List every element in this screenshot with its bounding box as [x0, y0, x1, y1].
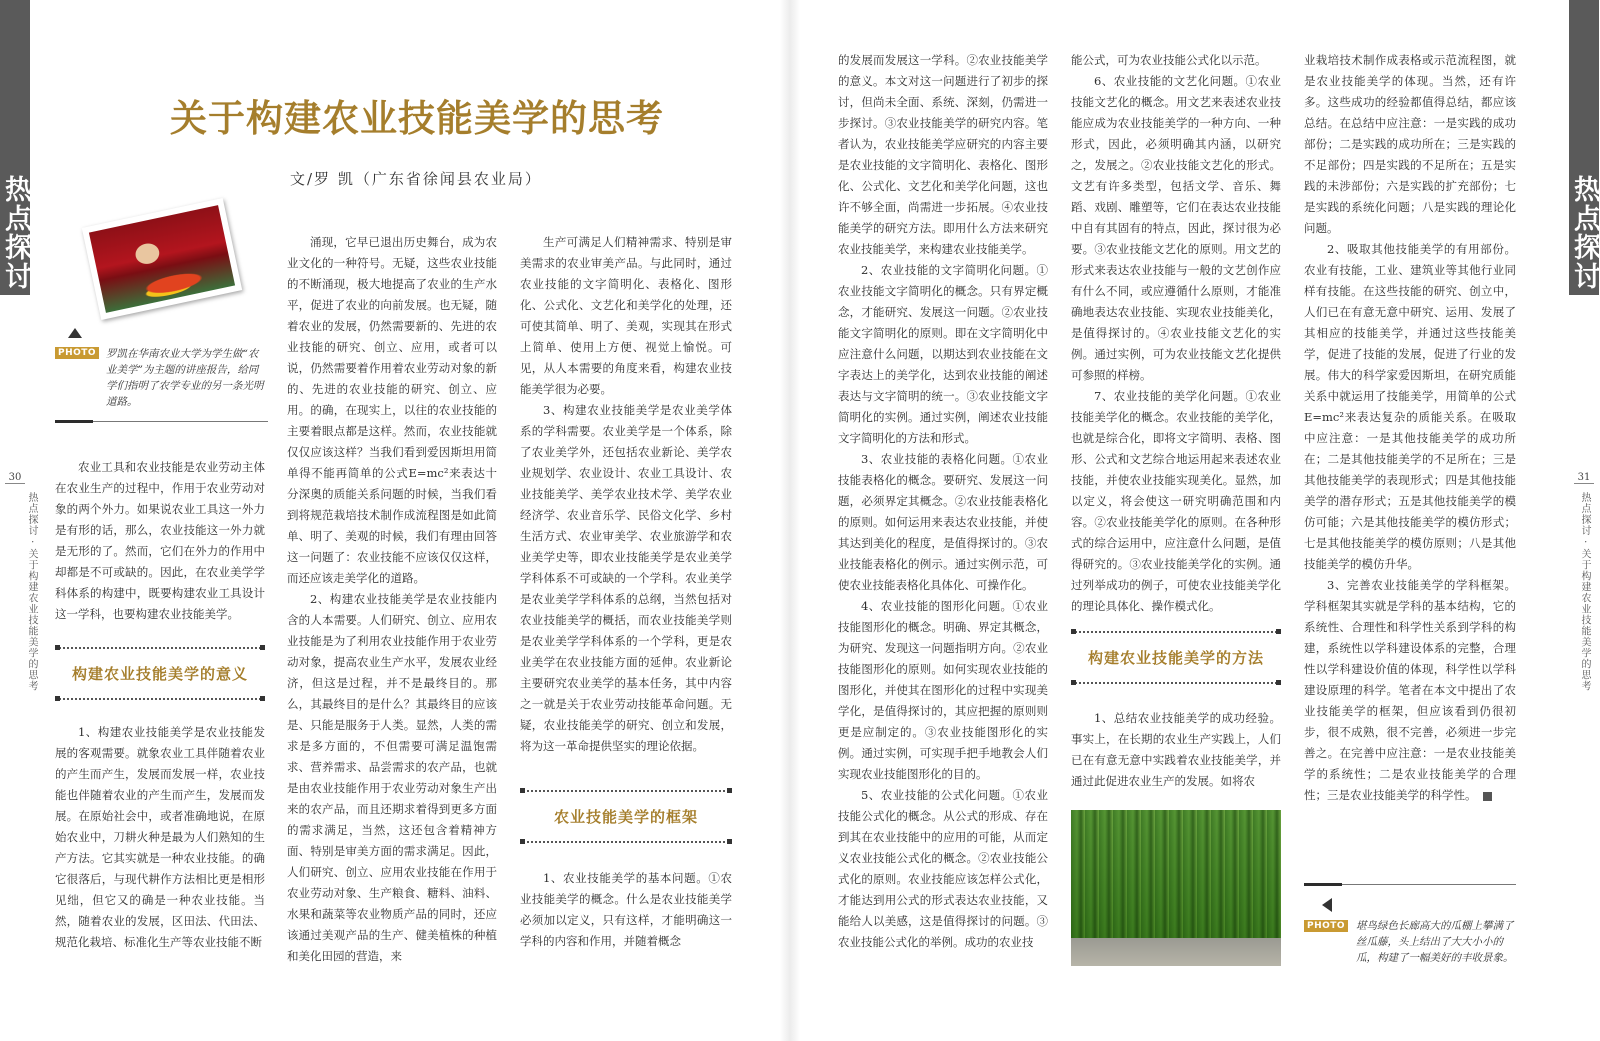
dotted-rule	[520, 790, 732, 792]
caption-rule-thin	[1342, 884, 1516, 885]
divider	[1574, 483, 1594, 484]
column-5-bottom	[1071, 708, 1281, 794]
paragraph: 2、农业技能的文字简明化问题。①农业技能文字简明化的概念。只有界定概念，才能研究、发展这一问题。②农业技能文字简明化的原则。即在文字简明化中应注意什么问题，以期达到农业技能在文字表达上的美学化，达到农业技能的阐述表达与文字简明的统一。③农业技能文字简明化的实例。通过实例，阐述农业技能文字简明化的方法和形式。	[838, 263, 1048, 445]
speaker-photo	[82, 198, 242, 320]
section-tab-left	[0, 0, 30, 295]
photo-label: PHOTO	[55, 347, 99, 359]
page-number-left: 30	[8, 472, 22, 483]
paragraph: 涌现，它早已退出历史舞台，成为农业文化的一种符号。无疑，这些农业技能的不断涌现，极大地提高了农业的生产水平，促进了农业的向前发展。也无疑，随着农业的发展，仍然需要新的、先进的农业技能的研究、创立、应用，或者可以说，仍然需要着作用着农业劳动对象的新的、先进的农业技能的研究、创立、应用。的确，在现实上，以往的农业技能的主要着眼点都是这样。然而，农业技能就仅仅应该这样？当我们看到爱因斯坦用简单得不能再简单的公式E=mc²来表达十分深奥的质能关系问题的时候，当我们看到将规范栽培技术制作成流程图是如此简单、明了、美观的时候，我们有理由回答这一问题了：农业技能不应该仅仅这样，而还应该走美学化的道路。	[287, 235, 497, 585]
divider	[5, 483, 25, 484]
column-2	[287, 232, 497, 963]
paragraph: 4、农业技能的图形化问题。①农业技能图形化的概念。明确、界定其概念，为研究、发现这一问题指明方向。②农业技能图形化的原则。如何实现农业技能的图形化，并使其在图形化的过程中实现美学化，是值得探讨的，其应把握的原则则更是应制定的。③农业技能图形化的实例。通过实例，可实现手把手地教会人们实现农业技能图形化的目的。	[838, 599, 1048, 781]
paragraph: 2、吸取其他技能美学的有用部份。农业有技能，工业、建筑业等其他行业同样有技能。在这些技能的研究、创立中，人们已在有意无意中研究、运用、发展了其相应的技能美学，并通过这些技能美学，促进了技能的发展，促进了行业的发展。伟大的科学家爱因斯坦，在研究质能关系中就运用了技能美学，用简单的公式E=mc²来表达复杂的质能关系。在吸取中应注意：一是其他技能美学的成功所在；二是其他技能美学的不足所在；三是其他技能美学的表现形式；四是其他技能美学的潜存形式；五是其他技能美学的模仿可能；六是其他技能美学的模仿形式；七是其他技能美学的模仿原则；八是其他技能美学的模仿升华。	[1304, 242, 1516, 571]
paragraph: 6、农业技能的文艺化问题。①农业技能文艺化的概念。用文艺来表述农业技能应成为农业技能美学的一种方向、一种形式，因此，必须明确其内涵，以研究之，发展之。②农业技能文艺化的形式。文艺有许多类型，包括文学、音乐、舞蹈、戏剧、雕塑等，它们在表达农业技能中自有其固有的特点，因此，探讨很为必要。③农业技能文艺化的原则。用文艺的形式来表达农业技能与一般的文艺创作应有什么不同，或应遵循什么原则，才能准确地表达农业技能、实现农业技能美化，是值得探讨的。④农业技能文艺化的实例。通过实例，可为农业技能文艺化提供可参照的样榜。	[1071, 74, 1281, 382]
section-tab-label: 热点探讨	[0, 175, 31, 291]
photo-caption: 堪鸟绿色长廊高大的瓜棚上攀满了丝瓜藤，头上结出了大大小小的瓜，构建了一幅美好的丰收景象。	[1356, 920, 1514, 964]
paragraph: 农业工具和农业技能是农业劳动主体在农业生产的过程中，作用于农业劳动对象的两个外力。如果说农业工具这一外力是有形的话，那么，农业技能这一外力就是无形的了。然而，它们在外力的作用中却都是不可或缺的。因此，在农业美学学科体系的构建中，既要构建农业工具设计这一学科，也要构建农业技能美学。	[55, 460, 265, 621]
column-3-bottom	[520, 868, 732, 954]
page-number-right: 31	[1577, 472, 1591, 483]
dotted-rule	[520, 841, 732, 843]
paragraph: 1、构建农业技能美学是农业技能发展的客观需要。就象农业工具伴随着农业的产生而产生，发展而发展一样，农业技能也伴随着农业的产生而产生，发展而发展。在原始社会中，或者准确地说，在原始农业中，刀耕火种是最为人们熟知的生产方法。它其实就是一种农业技能。的确它很落后，与现代耕作方法相比更是相形见绌，但它又的确是一种农业技能。当然，随着农业的发展，区田法、代田法、规范化栽培、标准化生产等农业技能不断	[55, 725, 265, 949]
paragraph: 3、农业技能的表格化问题。①农业技能表格化的概念。要研究、发展这一问题，必须界定其概念。②农业技能表格化的原则。如何运用来表达农业技能，并使其达到美化的程度，是值得探讨的。③农业技能表格化的例示。通过实例示范，可使农业技能表格化具体化、可操作化。	[838, 452, 1048, 592]
pointer-triangle-icon	[68, 328, 82, 338]
paragraph: 能公式，可为农业技能公式化以示范。	[1071, 53, 1267, 67]
paragraph: 的发展而发展这一学科。②农业技能美学的意义。本文对这一问题进行了初步的探讨，但尚未全面、系统、深刻，仍需进一步探讨。③农业技能美学的研究内容。笔者认为，农业技能美学应研究的内容主要是农业技能的文字简明化、表格化、图形化、公式化、文艺化和美学化问题，这也许不够全面，尚需进一步拓展。④农业技能美学的研究方法。即用什么方法来研究农业技能美学，来构建农业技能美学。	[838, 53, 1048, 256]
page-gutter	[780, 0, 800, 1041]
section-heading-text: 农业技能美学的框架	[553, 808, 698, 826]
paragraph: 业栽培技术制作成表格或示范流程图，就是农业技能美学的体现。当然，还有许多。这些成功的经验都值得总结，都应该总结。在总结中应注意：一是实践的成功部份；二是实践的成功所在；三是实践的不足部份；四是实践的不足所在；五是实践的未涉部份；六是实践的扩充部份；七是实践的系统化问题；八是实践的理论化问题。	[1304, 53, 1516, 235]
caption-rule	[55, 420, 93, 423]
running-head-right: 热点探讨 · 关于构建农业技能美学的思考	[1579, 492, 1590, 692]
column-1-body	[55, 722, 265, 954]
column-3-top	[520, 232, 732, 766]
column-1-intro	[55, 457, 265, 625]
paragraph: 生产可满足人们精神需求、特别是审美需求的农业审美产品。与此同时，通过农业技能的文字简明化、表格化、图形化、公式化、文艺化和美学化的处理，还可使其简单、明了、美观，实现其在形式上简单、使用上方便、视觉上愉悦。可见，从人本需要的角度来看，构建农业技能美学很为必要。	[520, 235, 732, 396]
dotted-rule	[55, 647, 265, 649]
section-tab-label: 热点探讨	[1569, 175, 1600, 291]
paragraph	[1304, 575, 1516, 806]
column-4	[838, 50, 1048, 962]
section-heading	[520, 790, 732, 843]
photo-label: PHOTO	[1304, 920, 1348, 932]
section-heading	[1071, 631, 1281, 684]
paragraph: 7、农业技能的美学化问题。①农业技能美学化的概念。农业技能的美学化，也就是综合化，即将文字简明、表格、图形、公式和文艺综合地运用起来表述农业技能，并使农业技能实现美化。显然，加以定义，将会使这一研究明确范围和内容。②农业技能美学化的原则。在各种形式的综合运用中，应注意什么问题，是值得研究的。③农业技能美学化的实例。通过列举成功的例子，可使农业技能美学化的理论具体化、操作模式化。	[1071, 389, 1281, 613]
section-heading	[55, 647, 265, 700]
paragraph-text: 3、完善农业技能美学的学科框架。学科框架其实就是学科的基本结构，它的系统性、合理性和科学性关系到学科的构建，系统性以学科建设体系的完整，合理性以学科建设价值的体现，科学性以学科建设原理的科学。笔者在本文中提出了农业技能美学的框架，但应该看到仍很初步，很不成熟，很不完善，必须进一步完善之。在完善中应注意：一是农业技能美学的系统性；二是农业技能美学的合理性；三是农业技能美学的科学性。	[1304, 578, 1516, 802]
caption-rule	[1304, 883, 1342, 886]
pointer-triangle-icon	[1322, 898, 1332, 912]
photo-caption: 罗凯在华南农业大学为学生做“农业美学”为主题的讲座报告，给同学们指明了农学专业的另一条光明道路。	[106, 348, 264, 408]
paragraph: 1、总结农业技能美学的成功经验。事实上，在长期的农业生产实践上，人们已在有意无意中实践着农业技能美学，并通过此促进农业生产的发展。如将农	[1071, 711, 1281, 788]
column-6	[1304, 50, 1516, 810]
end-of-article-icon	[1483, 792, 1492, 801]
garden-photo	[1071, 810, 1281, 966]
dotted-rule	[1071, 631, 1281, 633]
speaker-photo-image	[89, 205, 235, 313]
garden-photo-image	[1071, 810, 1281, 966]
running-head-left: 热点探讨 · 关于构建农业技能美学的思考	[26, 492, 37, 692]
dotted-rule	[55, 698, 265, 700]
article-byline: 文/罗 凯（广东省徐闻县农业局）	[290, 170, 542, 188]
section-heading-text: 构建农业技能美学的方法	[1087, 649, 1264, 667]
caption-rule-thin	[93, 421, 268, 422]
column-5-top	[1071, 50, 1281, 613]
paragraph: 3、构建农业技能美学是农业美学体系的学科需要。农业美学是一个体系，除了农业美学外，还包括农业新论、美学农业规划学、农业设计、农业工具设计、农业技能美学、美学农业技术学、美学农业经济学、农业音乐学、民俗文化学、乡村生活方式、农业审美学、农业旅游学和农业美学史等，即农业技能美学是农业美学学科体系不可或缺的一个学科。农业美学是农业美学学科体系的总纲，当然包括对农业技能美学的概括，而农业技能美学则是农业美学学科体系的一个学科，更是农业美学在农业技能方面的延伸。农业新论主要研究农业美学的基本任务，其中内容之一就是关于农业劳动技能革命问题。无疑，农业技能美学的研究、创立和发展，将为这一革命提供坚实的理论依据。	[520, 403, 732, 753]
section-heading-text: 构建农业技能美学的意义	[71, 665, 248, 683]
paragraph: 2、构建农业技能美学是农业技能内含的人本需要。人们研究、创立、应用农业技能是为了利用农业技能作用于农业劳动对象，提高农业生产水平，发展农业经济，但这是过程，并不是最终目的。那么，其最终目的是什么？其最终目的应该是、只能是服务于人类。显然，人类的需求是多方面的，不但需要可满足温饱需求、营养需求、品尝需求的农产品，也就是由农业技能作用于农业劳动对象生产出来的农产品，而且还期求着得到更多方面的需求满足，当然，这还包含着精神方面、特别是审美方面的需求满足。因此，人们研究、创立、应用农业技能在作用于农业劳动对象、生产粮食、糖料、油料、水果和蔬菜等农业物质产品的同时，还应该通过美观产品的生产、健美植株的种植和美化田园的营造，来	[287, 592, 497, 963]
section-tab-right	[1569, 0, 1599, 295]
paragraph: 1、农业技能美学的基本问题。①农业技能美学的概念。什么是农业技能美学必须加以定义，只有这样，才能明确这一学科的内容和作用，并随着概念	[520, 871, 732, 948]
paragraph: 5、农业技能的公式化问题。①农业技能公式化的概念。从公式的形成、存在到其在农业技能中的应用的可能，从而定义农业技能公式化的概念。②农业技能公式化的原则。农业技能应该怎样公式化，才能达到用公式的形式表达农业技能，又能给人以美感，这是值得探讨的问题。③农业技能公式化的举例。成功的农业技	[838, 788, 1048, 949]
dotted-rule	[1071, 682, 1281, 684]
article-title: 关于构建农业技能美学的思考	[170, 96, 664, 140]
